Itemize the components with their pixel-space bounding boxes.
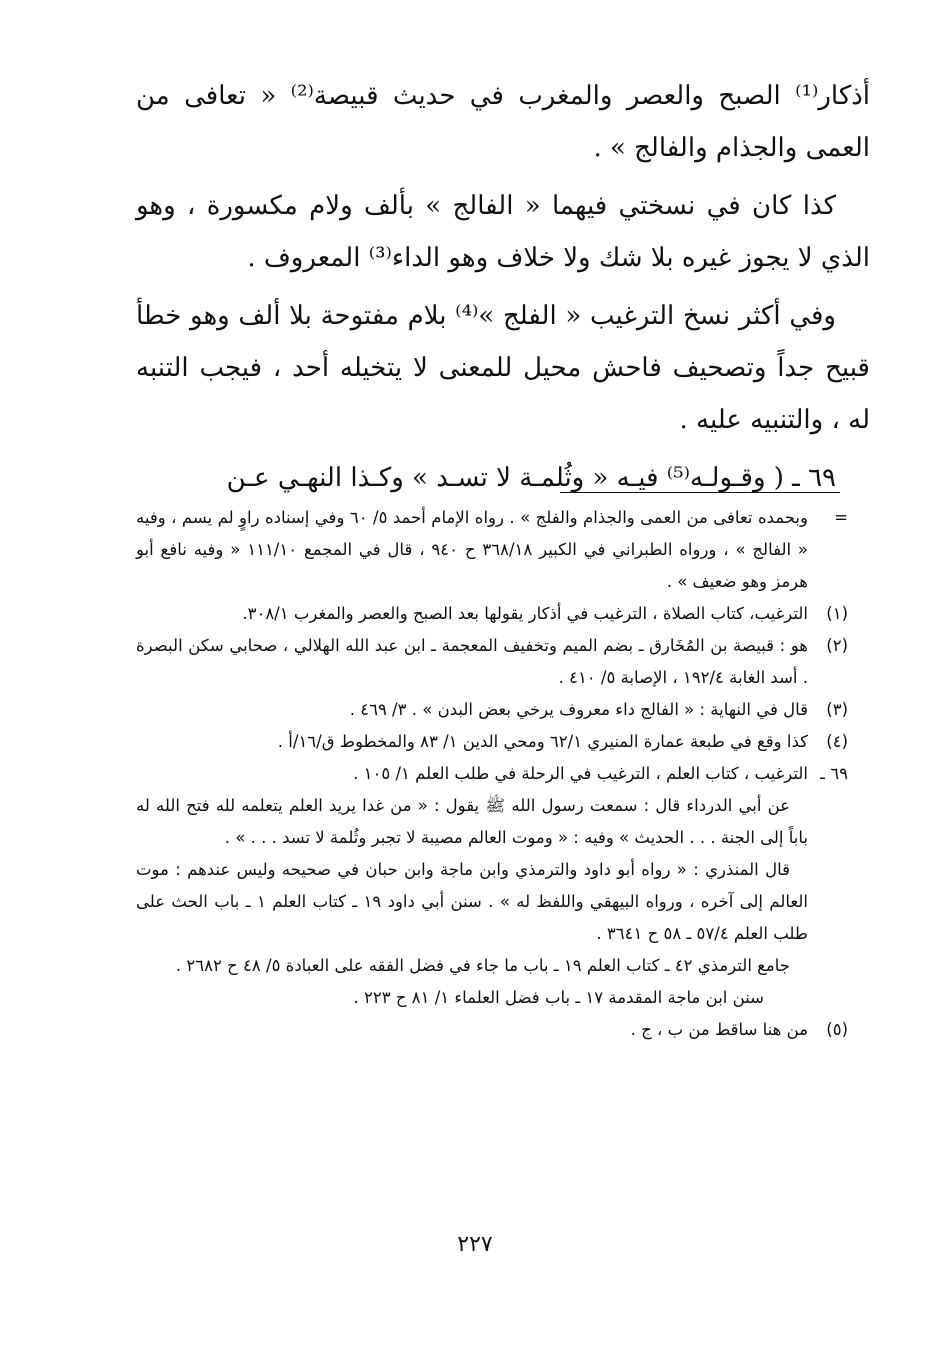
footnote-5 [136,1014,848,1046]
footnote-text: سنن ابن ماجة المقدمة ١٧ ـ باب فضل العلماء ١/ ٨١ ح ٢٢٣ . [353,988,764,1007]
footnote-marker: (١) [826,604,848,623]
footnote-marker: (٢) [826,636,848,655]
footnotes [136,502,848,1046]
footnote-1 [136,598,848,630]
footnote-continued [136,502,848,598]
footnote-marker: (٣) [826,700,848,719]
paragraph: كذا كان في نسختي فيهما « الفالج » بألف ولام مكسورة ، وهو الذي لا يجوز غيره بلا شك ولا خلاف وهو الداء⁽³⁾ المعروف . [136,191,870,273]
footnote-text: كذا وقع في طبعة عمارة المنيري ٦٢/١ ومحي الدين ١/ ٨٣ والمخطوط ق/١٦/أ . [277,732,808,751]
footnote-text: جامع الترمذي ٤٢ ـ كتاب العلم ١٩ ـ باب ما جاء في فضل الفقه على العبادة ٥/ ٤٨ ح ٢٦٨٢ . [175,956,790,975]
footnote-divider [560,492,840,493]
footnote-marker: = [834,508,848,527]
footnote-text: الترغيب، كتاب الصلاة ، الترغيب في أذكار يقولها بعد الصبح والعصر والمغرب ٣٠٨/١. [242,604,808,623]
paragraph: وفي أكثر نسخ الترغيب « الفلج »⁽⁴⁾ بلام مفتوحة بلا ألف وهو خطأ قبيح جداً وتصحيف فاحش محيل للمعنى لا يتخيله أحد ، فيجب التنبه له ، والتنبيه عليه . [136,301,870,435]
paragraph: أذكار⁽¹⁾ الصبح والعصر والمغرب في حديث قبيصة⁽²⁾ « تعافى من العمى والجذام والفالج » . [136,81,870,163]
footnote-4 [136,726,848,758]
footnote-text: قال في النهاية : « الفالج داء معروف يرخي بعض البدن » . ٣/ ٤٦٩ . [349,700,808,719]
footnote-marker: (٤) [826,732,848,751]
footnote-text: وبحمده تعافى من العمى والجذام والفلج » . رواه الإمام أحمد ٥/ ٦٠ وفي إسناده راوٍ لم يسم ، وفيه « الفالج » ، ورواه الطبراني في الكبير ٣٦٨/١٨ ح ٩٤٠ ، قال في المجمع ١١١/١٠ « وفيه نافع أبو هرمز وهو ضعيف » . [136,508,809,591]
footnote-text: من هنا ساقط من ب ، ج . [630,1020,808,1039]
footnote-3 [136,694,848,726]
footnote-text: الترغيب ، كتاب العلم ، الترغيب في الرحلة في طلب العلم ١/ ١٠٥ . [353,764,808,783]
footnote-marker: ٦٩ ـ [820,764,848,783]
footnote-text: قال المنذري : « رواه أبو داود والترمذي وابن ماجة وابن حبان في صحيحه وليس عندهم : موت العالم إلى آخره ، ورواه البيهقي واللفظ له » . سنن أبي داود ١٩ ـ كتاب العلم ١ ـ باب الحث على طلب العلم ٥٧/٤ ـ ٥٨ ح ٣٦٤١ . [136,860,808,943]
page-number: ٢٢٧ [457,1232,493,1257]
footnote-69 [136,758,848,1014]
paragraph: ٦٩ ـ ( وقـولـه⁽⁵⁾ فيـه « وثُلمـة لا تسـد » وكـذا النهـي عـن [226,463,836,493]
footnote-text: هو : قبيصة بن المُخَارق ـ بضم الميم وتخفيف المعجمة ـ ابن عبد الله الهلالي ، صحابي سكن البصرة . أسد الغابة ١٩٢/٤ ، الإصابة ٥/ ٤١٠ . [136,636,808,687]
footnote-marker: (٥) [826,1020,848,1039]
main-text [136,70,870,510]
footnote-text: عن أبي الدرداء قال : سمعت رسول الله ﷺ يقول : « من غدا يريد العلم يتعلمه لله فتح الله له باباً إلى الجنة . . . الحديث » وفيه : « وموت العالم مصيبة لا تجبر وثُلمة لا تسد . . . » . [136,796,808,847]
footnote-2 [136,630,848,694]
